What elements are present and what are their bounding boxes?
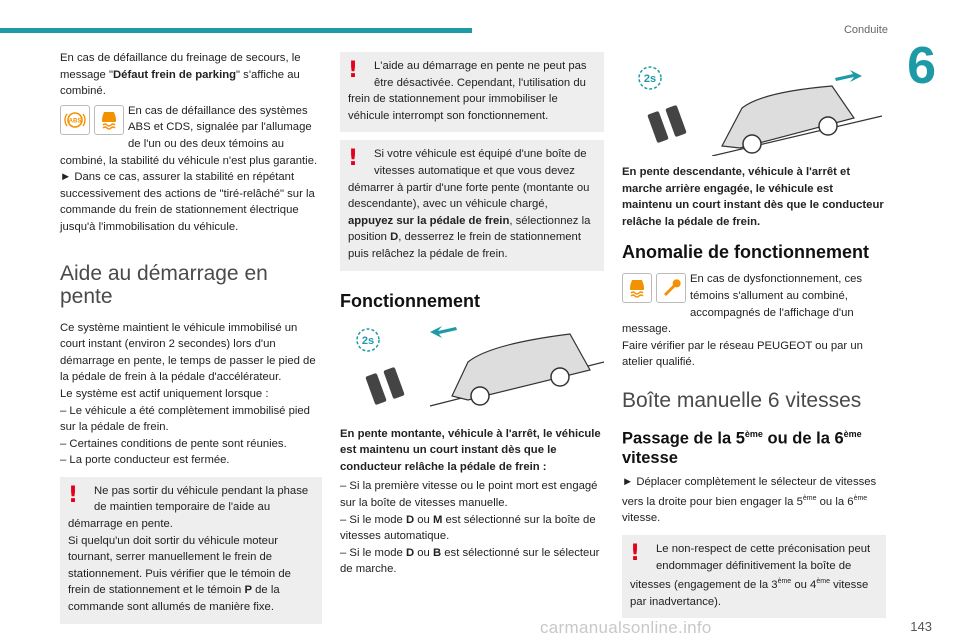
- section-heading-passage: Passage de la 5ème ou de la 6ème vitesse: [622, 428, 862, 468]
- warning-box: ! Si votre véhicule est équipé d'une boîte de vitesses automatique et que vous devez démarrer à partir d'une forte pente (montante ou descendante), avec un véhicule chargé, appuyez sur la pédale de frein, sélectionnez la position D, desserrez le frein de stationnement puis relâchez la pédale de frein.: [340, 140, 604, 270]
- warning-box: ! L'aide au démarrage en pente ne peut pas être désactivée. Cependant, l'utilisation du frein de stationnement pour immobiliser le véhicule interrompt son fonctionnement.: [340, 52, 604, 132]
- uphill-illustration: [340, 322, 604, 418]
- chapter-number: 6: [907, 37, 936, 95]
- list-item: – Si le mode D ou M est sélectionné sur la boîte de vitesses automatique.: [340, 513, 596, 543]
- warning-box: ! Ne pas sortir du véhicule pendant la phase de maintien temporaire de l'aide au démarrage en pente. Si quelqu'un doit sortir du véhicule moteur tournant, serrer manuellement le frein de stationnement. Puis vérifier que le témoin de frein de stationnement et le témoin P de la commande sont allumés de manière fixe.: [60, 477, 322, 624]
- stability-control-icon: [622, 273, 652, 303]
- column-3: [622, 50, 886, 626]
- arrow-icon: [430, 326, 457, 338]
- abs-warning-icon: [60, 105, 90, 135]
- warning-box: ! Le non-respect de cette préconisation peut endommager définitivement la boîte de vitesses (engagement de la 3ème ou 4ème vitesse par inadvertance).: [622, 535, 886, 618]
- header-accent-bar: [0, 28, 472, 33]
- arrow-icon: [835, 70, 862, 82]
- warning-icon: !: [68, 482, 79, 508]
- wrench-service-icon: [656, 273, 686, 303]
- car-uphill-icon: [430, 334, 604, 406]
- section-heading-boite-manuelle: Boîte manuelle 6 vitesses: [622, 388, 862, 412]
- anomaly-paragraph: En cas de dysfonctionnement, ces témoins s'allument au combiné, accompagnés de l'affichage d'un message.: [622, 273, 863, 336]
- section-heading-anomalie: Anomalie de fonctionnement: [622, 242, 870, 263]
- list-item: – Si le mode D ou B est sélectionné sur le sélecteur de marche.: [340, 546, 600, 576]
- hill-start-assist-2s-icon: [357, 329, 379, 351]
- stability-control-icon: [94, 105, 124, 135]
- list-item: – Certaines conditions de pente sont réunies.: [60, 437, 287, 450]
- paragraph: Faire vérifier par le réseau PEUGEOT ou par un atelier qualifié.: [622, 339, 863, 369]
- list-item: – La porte conducteur est fermée.: [60, 454, 230, 467]
- warning-icon: !: [630, 540, 641, 566]
- section-heading-fonctionnement: Fonctionnement: [340, 290, 480, 311]
- pedals-icon: [365, 366, 405, 404]
- warning-icon: !: [348, 146, 359, 172]
- downhill-illustration: [622, 56, 886, 156]
- list-item: – Si la première vitesse ou le point mort est engagé sur la boîte de vitesses manuelle.: [340, 480, 598, 509]
- paragraph: ► Dans ce cas, assurer la stabilité en répétant successivement des actions de "tiré-relâché" sur la commande du frein de stationnement électrique jusqu'à l'immobilisation du véhicule.: [60, 171, 315, 233]
- paragraph: Le système est actif uniquement lorsque :: [60, 387, 269, 400]
- hill-start-assist-2s-icon: [639, 67, 661, 89]
- abs-cds-paragraph: ABS En cas de défaillance des systèmes ABS et CDS, signalée par l'allumage de l'un ou des deux témoins au combiné, la stabilité du véhicule n'est plus garantie.: [60, 104, 318, 167]
- paragraph: Ce système maintient le véhicule immobilisé un court instant (environ 2 secondes) lors d'un démarrage en pente, le temps de passer le pied de la pédale de frein à la pédale d'accélérateur.: [60, 321, 316, 384]
- column-1: [60, 50, 322, 632]
- svg-text:2s: 2s: [643, 73, 657, 85]
- column-2: [340, 50, 604, 578]
- car-downhill-icon: [712, 86, 882, 156]
- svg-text:2s: 2s: [361, 334, 375, 347]
- svg-text:ABS: ABS: [68, 118, 82, 125]
- pedals-icon: [647, 105, 687, 143]
- paragraph: En pente descendante, véhicule à l'arrêt et marche arrière engagée, le véhicule est maintenu un court instant dès que le conducteur relâche la pédale de frein.: [622, 166, 884, 228]
- section-heading-hill-assist: Aide au démarrage en pente: [60, 261, 268, 308]
- page-number: 143: [910, 619, 932, 634]
- paragraph: En pente montante, véhicule à l'arrêt, le véhicule est maintenu un court instant dès que le conducteur relâche la pédale de frein :: [340, 427, 601, 473]
- list-item: – Le véhicule a été complètement immobilisé pied sur la pédale de frein.: [60, 404, 310, 434]
- header-title: Conduite: [843, 24, 888, 36]
- watermark: carmanualsonline.info: [540, 618, 712, 637]
- paragraph: ► Déplacer complètement le sélecteur de vitesses vers la droite pour bien engager la 5ème ou la 6ème vitesse.: [622, 476, 877, 525]
- paragraph: En cas de défaillance du freinage de secours, le message "Défaut frein de parking" s'affiche au combiné.: [60, 52, 301, 98]
- warning-icon: !: [348, 58, 359, 83]
